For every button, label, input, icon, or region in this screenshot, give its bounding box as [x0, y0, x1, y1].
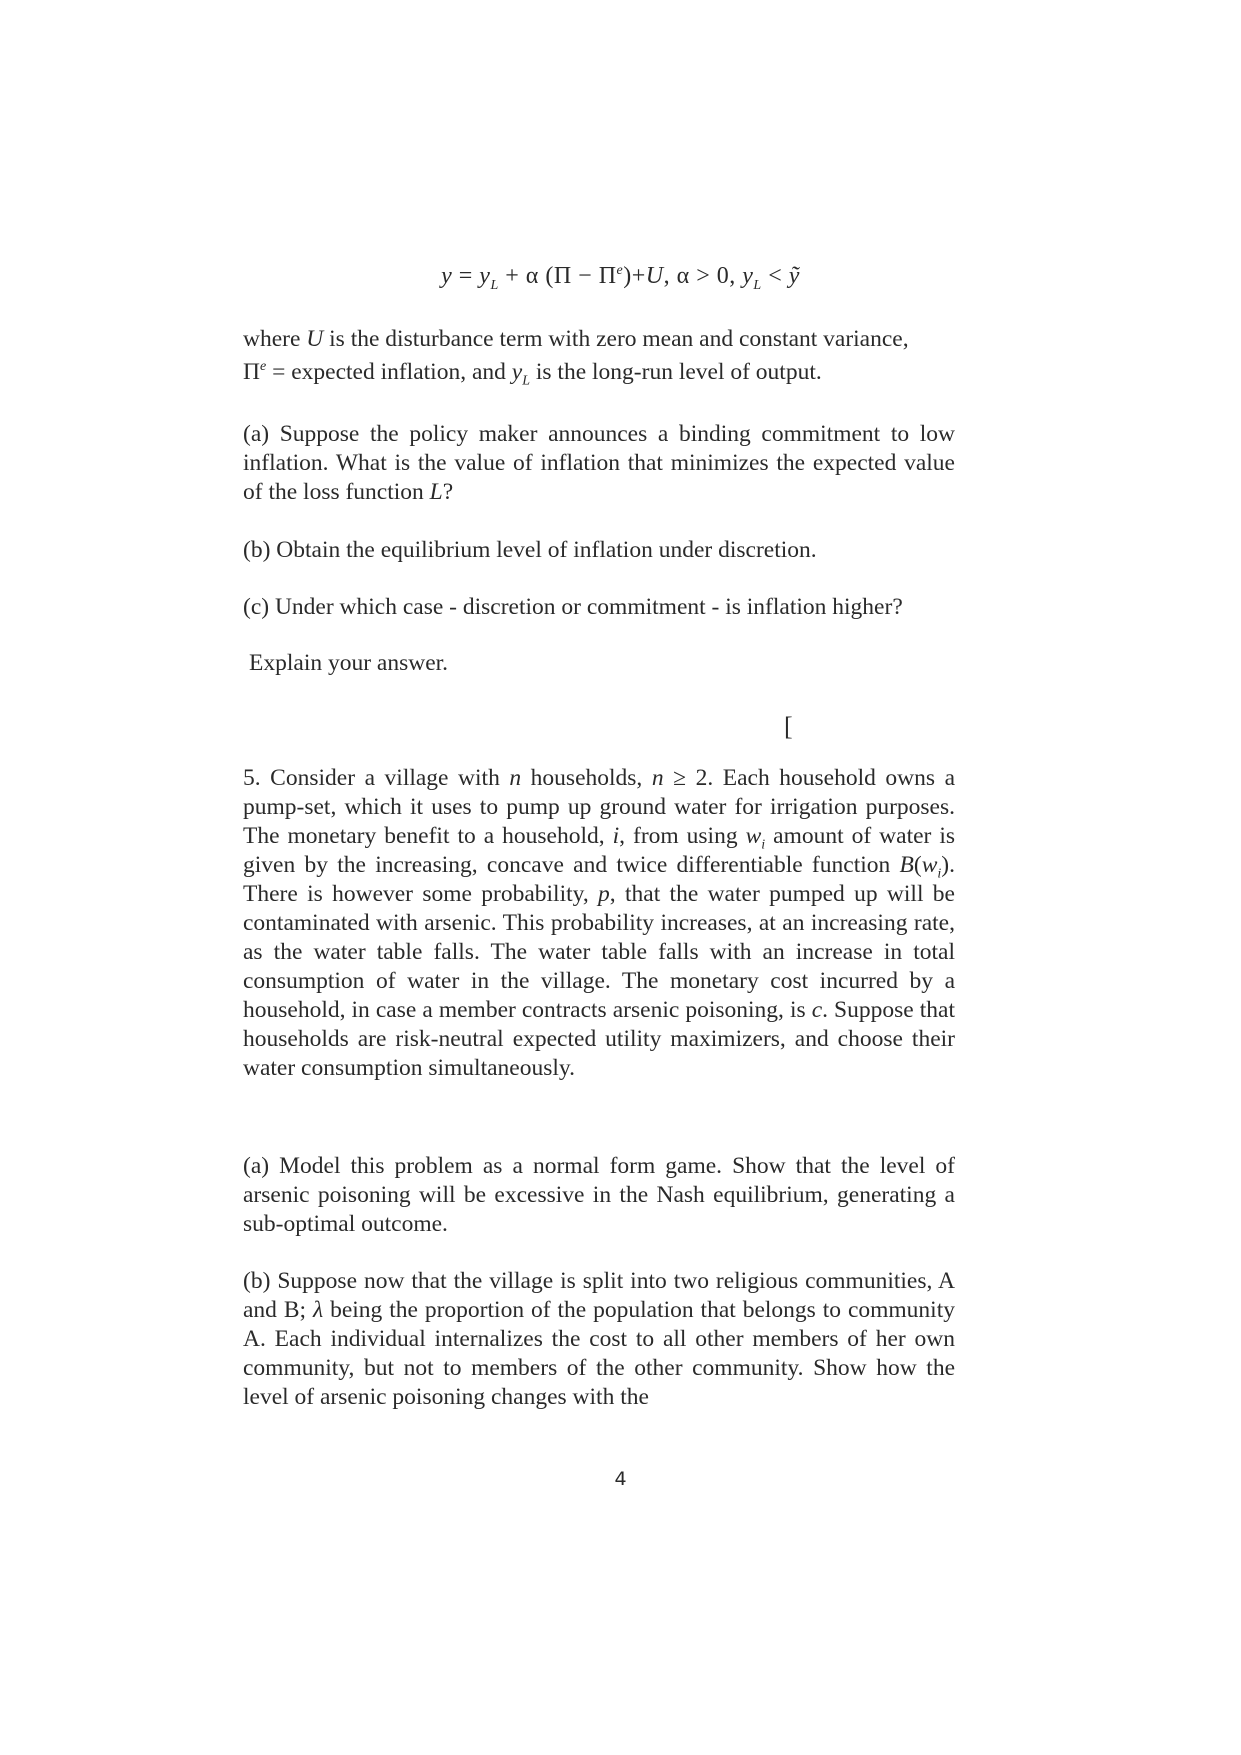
q5-intro-Bw-close: )	[941, 852, 950, 878]
where-line2-y: y	[511, 359, 523, 385]
where-line-2	[243, 358, 955, 387]
eq-yL-sub: L	[490, 277, 499, 293]
q4-part-c	[243, 593, 955, 622]
q5-intro-3: . Each household owns a pump-set, which it uses to pump up ground water for irrigation purposes. The monetary benefit to a household,	[243, 765, 956, 849]
q4-part-a-text	[243, 420, 955, 507]
q5-intro-1: 5. Consider a village with	[243, 765, 510, 791]
q5-intro-5: amount of water is given by the increasing, concave and twice differentiable function	[243, 823, 956, 878]
eq-alpha-cond: , α > 0,	[663, 263, 743, 289]
where-line2-pi: Π	[243, 359, 260, 385]
q5-intro-Bw-sub: i	[937, 866, 942, 882]
page-number: 4	[614, 1468, 627, 1490]
q5-intro-Bw: w	[921, 852, 938, 878]
q5-intro-7: , that the water pumped up will be contaminated with arsenic. This probability increases, at an increasing rate, as the water table falls. The water table falls with an increase in total consumption of water in the village. The monetary cost incurred by a household, in case a member contracts arsenic poisoning, is	[243, 881, 955, 1023]
q5-intro-4: , from using	[619, 823, 746, 849]
q5-intro-cond: n	[651, 765, 664, 791]
where-line2-L: L	[522, 373, 530, 389]
q5-part-a-text: (a) Model this problem as a normal form game. Show that the level of arsenic poisoning will be excessive in the Nash equilibrium, generating a sub-optimal outcome.	[243, 1153, 955, 1237]
where-paragraph	[243, 325, 955, 387]
eq-alpha-pi: + α (Π − Π	[498, 263, 617, 289]
q5-b-lambda: λ	[312, 1297, 324, 1323]
eq-yL: y	[479, 263, 491, 289]
where-line-1	[243, 325, 955, 354]
q5-intro-6: . There is however some probability,	[243, 852, 955, 907]
q5-b-1: (b) Suppose now that the village is split into two religious communities, A and B;	[243, 1268, 955, 1323]
q5-intro-B: B	[899, 852, 914, 878]
q5-intro-8: . Suppose that households are risk-neutral expected utility maximizers, and choose their water consumption simultaneously.	[243, 997, 955, 1081]
eq-close: )+	[623, 263, 646, 289]
marks-bracket: [	[784, 712, 793, 741]
where-line1-U: U	[306, 326, 324, 352]
q5-intro-text	[243, 764, 955, 1083]
q5-part-b	[243, 1267, 955, 1412]
q5-intro-Bw-open: (	[913, 852, 922, 878]
q4-explain-text: Explain your answer.	[249, 650, 449, 676]
q4-part-b	[243, 536, 955, 565]
eq-yL2-sub: L	[753, 277, 762, 293]
q5-intro-p: p	[598, 881, 610, 907]
q4-a-L: L	[429, 479, 443, 505]
q5-intro-c: c	[811, 997, 823, 1023]
q4-part-a	[243, 420, 955, 507]
eq-lt: <	[761, 263, 789, 289]
q5-intro-w-sub: i	[761, 837, 766, 853]
q5-intro	[243, 764, 955, 1083]
where-line1-pre: where	[243, 326, 307, 352]
q4-explain	[249, 649, 961, 678]
where-line2-e: e	[259, 359, 267, 375]
q5-intro-2: households,	[521, 765, 652, 791]
q5-intro-n: n	[509, 765, 522, 791]
q5-part-a	[243, 1152, 955, 1239]
q5-part-b-text	[243, 1267, 955, 1412]
where-line2-post: is the long-run level of output.	[530, 359, 822, 385]
eq-yL2: y	[742, 263, 754, 289]
q4-a-post: ?	[442, 479, 454, 505]
where-line2-mid: = expected inflation, and	[266, 359, 512, 385]
equation-line	[0, 262, 1241, 291]
q4-part-c-text: (c) Under which case - discretion or commitment - is inflation higher?	[243, 594, 903, 620]
q5-intro-w: w	[745, 823, 762, 849]
q5-intro-i: i	[612, 823, 620, 849]
q4-a-pre: (a) Suppose the policy maker announces a binding commitment to low inflation. What is the value of inflation that minimizes the expected value of the loss function	[243, 421, 955, 505]
q4-part-b-text: (b) Obtain the equilibrium level of inflation under discretion.	[243, 537, 817, 563]
q5-b-2: being the proportion of the population that belongs to community A. Each individual internalizes the cost to all other members of her own community, but not to members of the other community. Show how the level of arsenic poisoning changes with the	[243, 1297, 955, 1410]
eq-ytilde: ỹ	[788, 263, 800, 289]
eq-e-sup: e	[616, 263, 624, 278]
eq-equals: =	[452, 263, 480, 289]
where-line1-post: is the disturbance term with zero mean and constant variance,	[323, 326, 909, 352]
eq-U: U	[645, 263, 664, 289]
q5-intro-cond2: ≥ 2	[663, 765, 708, 791]
eq-y: y	[441, 263, 453, 289]
